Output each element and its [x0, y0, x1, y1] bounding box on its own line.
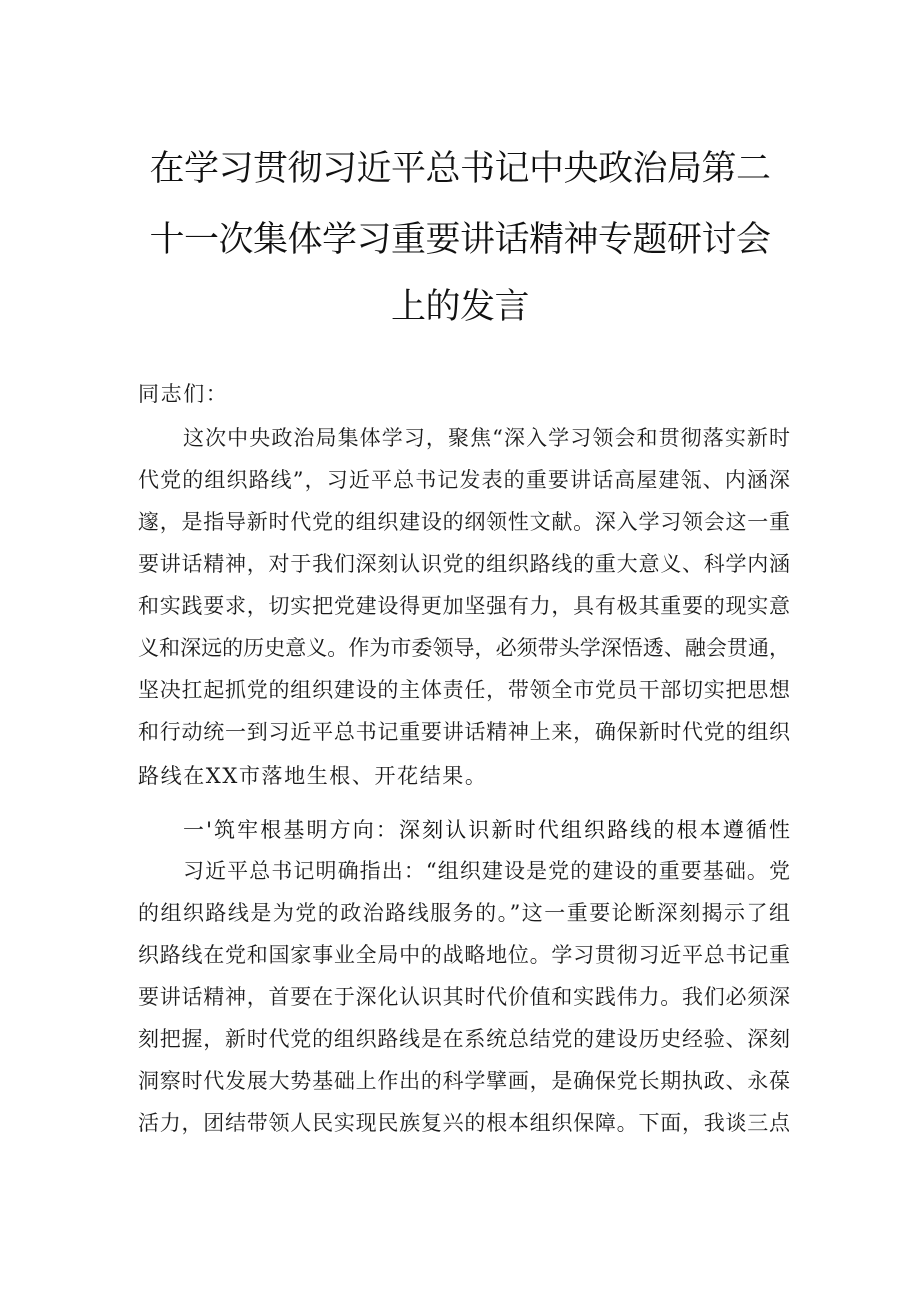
paragraph-2-line: 要讲话精神，首要在于深化认识其时代价值和实践伟力。我们必须深: [138, 985, 790, 1009]
paragraph-1-line: 义和深远的历史意义。作为市委领导，必须带头学深悟透、融会贯通，: [138, 636, 790, 660]
salutation: 同志们：: [138, 382, 229, 406]
paragraph-1-line: 坚决扛起抓党的组织建设的主体责任，带领全市党员干部切实把思想: [138, 678, 790, 702]
title-line-1: 在学习贯彻习近平总书记中央政治局第二: [149, 149, 771, 189]
title-line-2: 十一次集体学习重要讲话精神专题研讨会: [149, 220, 771, 260]
paragraph-1-line: 要讲话精神，对于我们深刻认识党的组织路线的重大意义、科学内涵: [138, 552, 790, 576]
paragraph-2-line: 织路线在党和国家事业全局中的战略地位。学习贯彻习近平总书记重: [138, 943, 790, 967]
paragraph-2-line: 洞察时代发展大势基础上作出的科学擘画，是确保党长期执政、永葆: [138, 1069, 790, 1093]
paragraph-2-line: 活力，团结带领人民实现民族复兴的根本组织保障。下面，我谈三点: [138, 1111, 790, 1135]
paragraph-1-line: 邃，是指导新时代党的组织建设的纲领性文献。深入学习领会这一重: [138, 510, 790, 534]
paragraph-1-line: 这次中央政治局集体学习，聚焦“深入学习领会和贯彻落实新时: [183, 426, 790, 450]
title-line-3: 上的发言: [390, 287, 529, 327]
paragraph-1-line: 路线在XX市落地生根、开花结果。: [138, 764, 488, 788]
section-heading: 一'筑牢根基明方向：深刻认识新时代组织路线的根本遵循性: [183, 818, 790, 842]
paragraph-2-line: 习近平总书记明确指出：“组织建设是党的建设的重要基础。党: [183, 859, 790, 883]
paragraph-2-line: 的组织路线是为党的政治路线服务的。”这一重要论断深刻揭示了组: [138, 901, 790, 925]
paragraph-1-line: 代党的组织路线”，习近平总书记发表的重要讲话高屋建瓴、内涵深: [138, 468, 790, 492]
paragraph-2-line: 刻把握，新时代党的组织路线是在系统总结党的建设历史经验、深刻: [138, 1027, 790, 1051]
paragraph-1-line: 和行动统一到习近平总书记重要讲话精神上来，确保新时代党的组织: [138, 720, 790, 744]
paragraph-1-line: 和实践要求，切实把党建设得更加坚强有力，具有极其重要的现实意: [138, 594, 790, 618]
